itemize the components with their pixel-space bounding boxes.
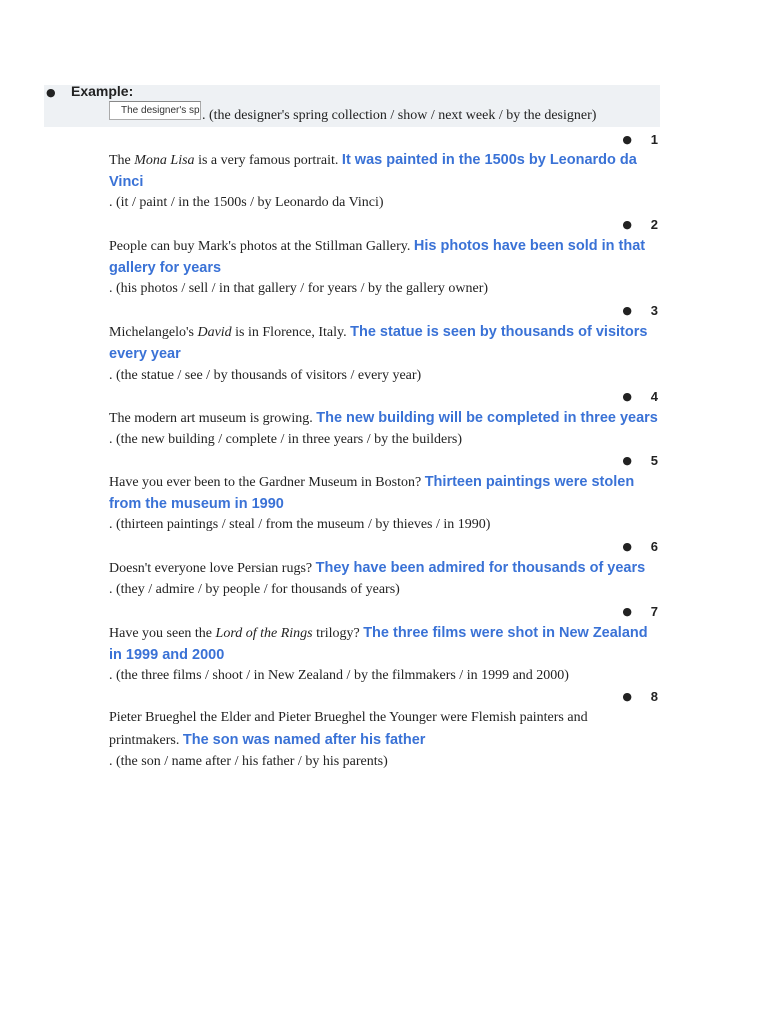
answer-text: The new building will be completed in three years (316, 410, 658, 426)
item-number: 4 (650, 389, 658, 404)
hint-text: . (the son / name after / his father / by his parents) (109, 754, 388, 769)
hint-text: . (the three films / shoot / in New Zealand / by the filmmakers / in 1999 and 2000) (109, 668, 569, 683)
hint-text: . (the new building / complete / in three years / by the builders) (109, 432, 463, 447)
question-text: Have you seen the Lord of the Rings trilogy? The three films were shot in New Zealand (109, 625, 648, 641)
title-italic: Lord of the Rings (215, 626, 313, 641)
bullet-icon: ● (622, 454, 632, 467)
bullet-icon: ● (622, 390, 632, 403)
answer-continuation: from the museum in 1990 (109, 496, 284, 512)
example-hint: . (the designer's spring collection / show / next week / by the designer) (202, 108, 597, 123)
answer-text: They have been admired for thousands of years (315, 560, 646, 576)
answer-text: The statue is seen by thousands of visitors (350, 324, 648, 340)
bullet-icon: ● (622, 690, 632, 703)
title-italic: David (197, 325, 232, 340)
item-number-row (598, 217, 658, 233)
bullet-icon: ● (622, 605, 632, 618)
answer-text: The three films were shot in New Zealand (363, 625, 648, 641)
example-answer-input[interactable] (109, 101, 201, 120)
item-number: 7 (650, 604, 658, 619)
question-text: The Mona Lisa is a very famous portrait. It was painted in the 1500s by Leonardo da (109, 152, 637, 168)
question-text-continuation: printmakers. The son was named after his father (109, 732, 426, 748)
example-label: Example: (71, 83, 134, 99)
answer-text: It was painted in the 1500s by Leonardo da (341, 152, 637, 168)
item-number-row (598, 453, 658, 469)
item-number-row (598, 604, 658, 620)
item-number-row (598, 389, 658, 405)
item-number: 1 (650, 132, 658, 147)
bullet-icon: ● (46, 86, 56, 99)
item-number: 5 (650, 453, 658, 468)
answer-text: Thirteen paintings were stolen (424, 474, 635, 490)
bullet-icon: ● (622, 540, 632, 553)
hint-text: . (his photos / sell / in that gallery / for years / by the gallery owner) (109, 281, 489, 296)
question-text: The modern art museum is growing. The new building will be completed in three years (109, 410, 658, 426)
item-number-row (598, 689, 658, 705)
hint-text: . (the statue / see / by thousands of visitors / every year) (109, 368, 422, 383)
answer-continuation: in 1999 and 2000 (109, 647, 225, 663)
title-italic: Mona Lisa (134, 153, 195, 168)
answer-text: His photos have been sold in that (413, 238, 646, 254)
item-number: 6 (650, 539, 658, 554)
answer-text: The son was named after his father (182, 732, 426, 748)
hint-text: . (they / admire / by people / for thousands of years) (109, 582, 400, 597)
answer-continuation: gallery for years (109, 260, 222, 276)
item-number-row (598, 539, 658, 555)
item-number: 2 (650, 217, 658, 232)
item-number: 3 (650, 303, 658, 318)
question-text: Michelangelo's David is in Florence, Italy. The statue is seen by thousands of visitors (109, 324, 648, 340)
bullet-icon: ● (622, 133, 632, 146)
item-number: 8 (650, 689, 658, 704)
question-text: Doesn't everyone love Persian rugs? They have been admired for thousands of years (109, 560, 646, 576)
item-number-row (598, 132, 658, 148)
question-text: Have you ever been to the Gardner Museum in Boston? Thirteen paintings were stolen (109, 474, 635, 490)
answer-continuation: Vinci (109, 174, 144, 190)
hint-text: . (it / paint / in the 1500s / by Leonardo da Vinci) (109, 195, 384, 210)
item-number-row (598, 303, 658, 319)
bullet-icon: ● (622, 218, 632, 231)
bullet-icon: ● (622, 304, 632, 317)
answer-continuation: every year (109, 346, 181, 362)
question-text: Pieter Brueghel the Elder and Pieter Brueghel the Younger were Flemish painters and (109, 710, 588, 725)
question-text: People can buy Mark's photos at the Stillman Gallery. His photos have been sold in that (109, 238, 646, 254)
hint-text: . (thirteen paintings / steal / from the museum / by thieves / in 1990) (109, 517, 491, 532)
